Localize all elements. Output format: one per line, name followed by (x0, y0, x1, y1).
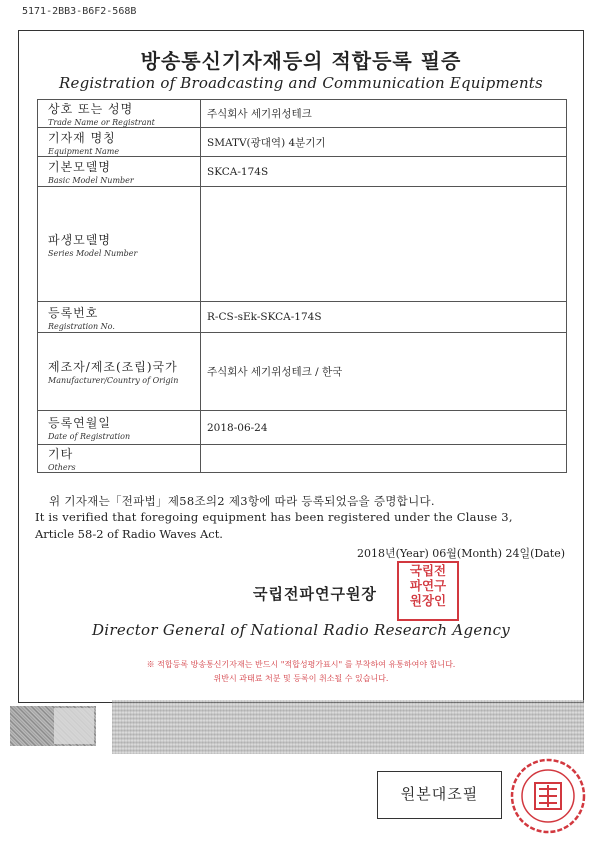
label-korean: 기자재 명칭 (48, 130, 116, 145)
certification-statement-korean: 위 기자재는「전파법」제58조의2 제3항에 따라 등록되었음을 증명합니다. (49, 494, 435, 508)
field-label (38, 157, 201, 187)
gray-stamp-overlay (54, 708, 94, 744)
basic-model-value: SKCA-174S (201, 157, 567, 187)
table-row (38, 333, 567, 411)
seal-text-line: 파연구 (409, 578, 447, 593)
field-label (38, 128, 201, 157)
security-pattern-band (112, 700, 584, 754)
series-model-value (201, 187, 567, 302)
table-row (38, 411, 567, 445)
label-korean: 기타 (48, 447, 74, 461)
trade-name-value: 주식회사 세기위성테크 (201, 100, 567, 128)
table-row (38, 100, 567, 128)
agency-name-english: Director General of National Radio Research Agency (91, 621, 511, 639)
label-english: Date of Registration (48, 432, 131, 441)
official-seal (397, 561, 459, 621)
seal-text-line: 원장인 (409, 593, 447, 608)
registration-table (37, 99, 567, 473)
certificate-frame (18, 30, 584, 703)
label-korean: 등록번호 (48, 305, 99, 320)
label-english: Manufacturer/Country of Origin (48, 376, 179, 385)
field-label (38, 100, 201, 128)
agency-name-korean: 국립전파연구원장 (253, 585, 377, 603)
label-korean: 등록연월일 (48, 416, 111, 430)
copy-seal-stamp (508, 756, 588, 836)
notice-line-2: 위반시 과태료 처분 및 등록이 취소될 수 있습니다. (213, 674, 389, 683)
manufacturer-value: 주식회사 세기위성테크 / 한국 (201, 333, 567, 411)
table-row (38, 445, 567, 473)
issue-date: 2018년(Year) 06월(Month) 24일(Date) (356, 547, 565, 560)
table-row (38, 157, 567, 187)
label-english: Basic Model Number (48, 176, 134, 185)
title-english: Registration of Broadcasting and Communication Equipments (59, 74, 543, 92)
seal-text-line: 국립전 (409, 563, 447, 578)
label-english: Registration No. (48, 321, 115, 331)
field-label (38, 187, 201, 302)
document-id: 5171-2BB3-B6F2-568B (22, 6, 137, 17)
label-english: Series Model Number (48, 248, 138, 258)
table-row (38, 128, 567, 157)
field-label (38, 445, 201, 473)
field-label (38, 411, 201, 445)
copy-verified-label: 원본대조필 (377, 771, 502, 819)
field-label (38, 302, 201, 333)
registration-date-value: 2018-06-24 (201, 411, 567, 445)
label-korean: 상호 또는 성명 (48, 102, 134, 116)
table-row (38, 302, 567, 333)
others-value (201, 445, 567, 473)
notice-line-1: ※ 적합등록 방송통신기자재는 반드시 "적합성평가표시" 를 부착하여 유통하여야 합니다. (146, 660, 456, 669)
label-english: Equipment Name (48, 146, 120, 156)
field-label (38, 333, 201, 411)
table-row (38, 187, 567, 302)
registration-number-value: R-CS-sEk-SKCA-174S (201, 302, 567, 333)
label-english: Trade Name or Registrant (48, 118, 155, 127)
label-english: Others (48, 463, 76, 472)
label-korean: 기본모델명 (48, 160, 111, 174)
certification-statement-english-1: It is verified that foregoing equipment has been registered under the Clause 3, (35, 510, 513, 524)
label-korean: 제조자/제조(조립)국가 (48, 360, 178, 374)
equipment-name-value: SMATV(광대역) 4분기기 (201, 128, 567, 157)
certification-statement-english-2: Article 58-2 of Radio Waves Act. (35, 527, 223, 541)
title-korean: 방송통신기자재등의 적합등록 필증 (140, 49, 462, 73)
label-korean: 파생모델명 (48, 232, 111, 247)
